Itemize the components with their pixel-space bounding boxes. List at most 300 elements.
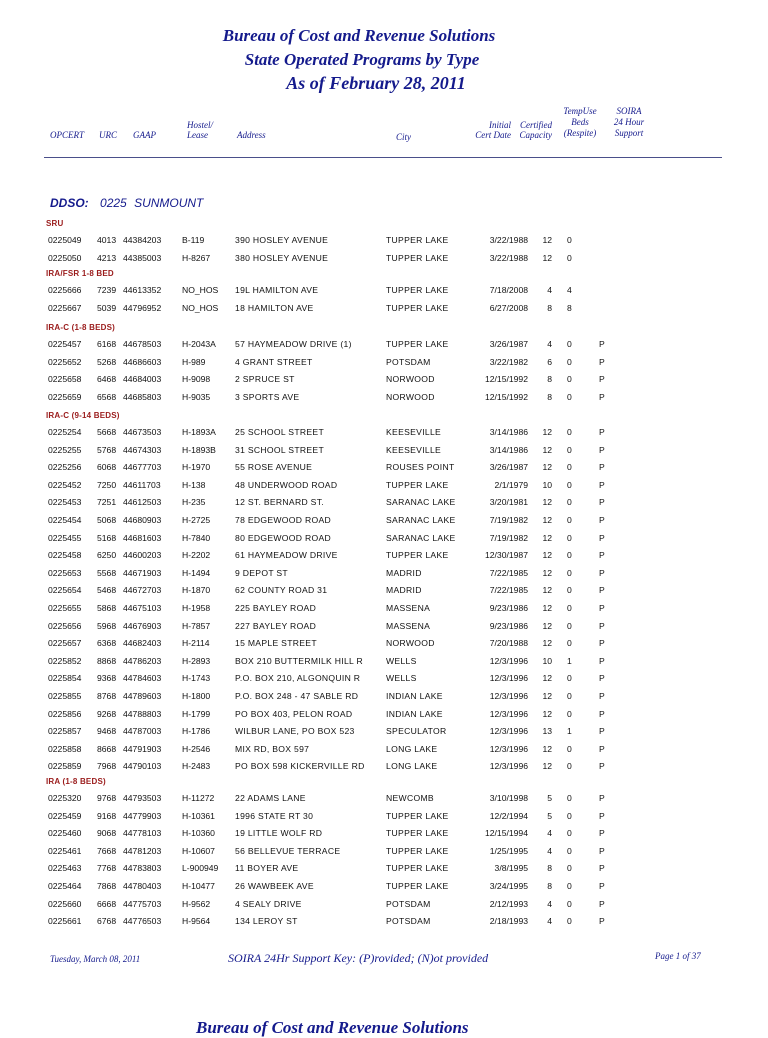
cell-address: PO BOX 403, PELON ROAD bbox=[235, 708, 353, 719]
cell-hostel-lease: H-9098 bbox=[182, 374, 211, 385]
header-support: Support bbox=[614, 128, 644, 138]
cell-address: 78 EDGEWOOD ROAD bbox=[235, 515, 332, 525]
cell-city: TUPPER LAKE bbox=[386, 235, 449, 245]
cell-tempuse-beds: 0 bbox=[567, 462, 572, 473]
cell-urc: 9168 bbox=[97, 810, 117, 821]
cell-certified-capacity: 5 bbox=[547, 793, 552, 803]
cell-soira-support: P bbox=[599, 374, 605, 385]
cell-initial-cert-date: 3/24/1995 bbox=[489, 881, 528, 891]
table-row bbox=[0, 863, 768, 880]
cell-tempuse-beds: 0 bbox=[567, 810, 572, 821]
cell-initial-cert-date: 2/18/1993 bbox=[489, 916, 528, 927]
cell-gaap: 44674303 bbox=[123, 444, 162, 455]
cell-hostel-lease: H-10477 bbox=[182, 881, 215, 891]
table-row bbox=[0, 427, 768, 444]
cell-urc: 5268 bbox=[97, 356, 117, 367]
cell-address: WILBUR LANE, PO BOX 523 bbox=[235, 726, 355, 737]
table-row bbox=[0, 462, 768, 479]
cell-soira-support: P bbox=[599, 497, 605, 508]
cell-hostel-lease: H-1893B bbox=[182, 444, 216, 455]
cell-tempuse-beds: 0 bbox=[567, 863, 572, 874]
cell-hostel-lease: H-1970 bbox=[182, 462, 211, 473]
cell-gaap: 44678503 bbox=[123, 339, 162, 349]
cell-urc: 4213 bbox=[97, 252, 117, 263]
cell-hostel-lease: H-10360 bbox=[182, 828, 215, 839]
cell-tempuse-beds: 0 bbox=[567, 743, 572, 754]
cell-initial-cert-date: 12/3/1996 bbox=[489, 673, 528, 684]
cell-urc: 7251 bbox=[97, 497, 117, 508]
table-row bbox=[0, 899, 768, 916]
table-row bbox=[0, 285, 768, 302]
cell-address: MIX RD, BOX 597 bbox=[235, 743, 310, 754]
table-row bbox=[0, 533, 768, 550]
cell-tempuse-beds: 0 bbox=[567, 638, 572, 649]
cell-city: INDIAN LAKE bbox=[386, 708, 443, 719]
table-row bbox=[0, 303, 768, 320]
cell-tempuse-beds: 0 bbox=[567, 828, 572, 839]
group-label: IRA-C (9-14 BEDS) bbox=[46, 411, 120, 420]
cell-tempuse-beds: 1 bbox=[567, 655, 572, 666]
cell-certified-capacity: 12 bbox=[542, 585, 552, 596]
cell-tempuse-beds: 0 bbox=[567, 673, 572, 684]
cell-city: LONG LAKE bbox=[386, 761, 438, 772]
cell-city: TUPPER LAKE bbox=[386, 285, 449, 295]
group-label: IRA (1-8 BEDS) bbox=[46, 777, 106, 786]
cell-address: 4 GRANT STREET bbox=[235, 356, 313, 367]
cell-urc: 5039 bbox=[97, 302, 117, 313]
cell-certified-capacity: 8 bbox=[547, 302, 552, 313]
group-label: IRA/FSR 1-8 BED bbox=[46, 269, 114, 278]
cell-initial-cert-date: 7/19/1982 bbox=[489, 515, 528, 525]
cell-soira-support: P bbox=[599, 339, 605, 349]
table-row bbox=[0, 603, 768, 620]
cell-address: 19L HAMILTON AVE bbox=[235, 285, 319, 295]
table-row bbox=[0, 726, 768, 743]
cell-gaap: 44676903 bbox=[123, 620, 162, 631]
header-hostel: Hostel/ bbox=[187, 120, 213, 130]
table-row bbox=[0, 357, 768, 374]
cell-urc: 9368 bbox=[97, 673, 117, 684]
cell-address: 2 SPRUCE ST bbox=[235, 374, 295, 385]
table-row bbox=[0, 445, 768, 462]
cell-soira-support: P bbox=[599, 898, 605, 909]
cell-urc: 5868 bbox=[97, 603, 117, 613]
cell-urc: 5668 bbox=[97, 427, 117, 437]
cell-tempuse-beds: 0 bbox=[567, 585, 572, 596]
cell-hostel-lease: H-2483 bbox=[182, 761, 211, 772]
cell-gaap: 44384203 bbox=[123, 235, 162, 245]
cell-soira-support: P bbox=[599, 391, 605, 402]
cell-city: ROUSES POINT bbox=[386, 462, 455, 473]
cell-city: TUPPER LAKE bbox=[386, 810, 449, 821]
cell-urc: 7250 bbox=[97, 479, 117, 490]
cell-certified-capacity: 12 bbox=[542, 638, 552, 649]
header-rule bbox=[44, 157, 722, 158]
cell-initial-cert-date: 3/8/1995 bbox=[494, 863, 528, 874]
cell-opcert: 0225855 bbox=[48, 691, 82, 701]
cell-soira-support: P bbox=[599, 515, 605, 525]
cell-certified-capacity: 12 bbox=[542, 673, 552, 684]
cell-initial-cert-date: 3/10/1998 bbox=[489, 793, 528, 803]
table-row bbox=[0, 480, 768, 497]
cell-gaap: 44385003 bbox=[123, 252, 162, 263]
cell-urc: 9068 bbox=[97, 828, 117, 839]
cell-address: 12 ST. BERNARD ST. bbox=[235, 497, 324, 508]
cell-address: 55 ROSE AVENUE bbox=[235, 462, 313, 473]
cell-tempuse-beds: 0 bbox=[567, 761, 572, 772]
cell-certified-capacity: 12 bbox=[542, 603, 552, 613]
header-lease: Lease bbox=[187, 130, 208, 140]
table-row bbox=[0, 656, 768, 673]
cell-gaap: 44784603 bbox=[123, 673, 162, 684]
table-row bbox=[0, 550, 768, 567]
cell-initial-cert-date: 12/30/1987 bbox=[484, 550, 528, 561]
cell-opcert: 0225458 bbox=[48, 550, 82, 561]
cell-gaap: 44685803 bbox=[123, 391, 162, 402]
cell-tempuse-beds: 0 bbox=[567, 708, 572, 719]
cell-address: 25 SCHOOL STREET bbox=[235, 427, 325, 437]
cell-opcert: 0225453 bbox=[48, 497, 82, 508]
cell-city: WELLS bbox=[386, 673, 417, 684]
cell-address: 22 ADAMS LANE bbox=[235, 793, 306, 803]
cell-certified-capacity: 4 bbox=[547, 828, 552, 839]
cell-certified-capacity: 10 bbox=[542, 479, 552, 490]
cell-urc: 5168 bbox=[97, 532, 117, 543]
cell-gaap: 44672703 bbox=[123, 585, 162, 596]
cell-address: 26 WAWBEEK AVE bbox=[235, 881, 314, 891]
cell-soira-support: P bbox=[599, 708, 605, 719]
cell-initial-cert-date: 3/20/1981 bbox=[489, 497, 528, 508]
cell-opcert: 0225854 bbox=[48, 673, 82, 684]
cell-hostel-lease: H-1893A bbox=[182, 427, 216, 437]
cell-certified-capacity: 12 bbox=[542, 620, 552, 631]
header-tempuse: TempUse bbox=[563, 106, 597, 116]
cell-urc: 7768 bbox=[97, 863, 117, 874]
cell-certified-capacity: 12 bbox=[542, 427, 552, 437]
header-urc: URC bbox=[99, 130, 117, 140]
header-respite: (Respite) bbox=[563, 128, 597, 138]
cell-soira-support: P bbox=[599, 532, 605, 543]
cell-initial-cert-date: 12/3/1996 bbox=[489, 726, 528, 737]
cell-address: 18 HAMILTON AVE bbox=[235, 302, 314, 313]
header-opcert: OPCERT bbox=[50, 130, 85, 140]
cell-city: KEESEVILLE bbox=[386, 427, 442, 437]
cell-city: TUPPER LAKE bbox=[386, 881, 449, 891]
cell-initial-cert-date: 3/22/1988 bbox=[489, 235, 528, 245]
cell-hostel-lease: H-9564 bbox=[182, 916, 211, 927]
cell-gaap: 44786203 bbox=[123, 655, 162, 666]
cell-address: 61 HAYMEADOW DRIVE bbox=[235, 550, 338, 561]
table-row bbox=[0, 392, 768, 409]
table-row bbox=[0, 585, 768, 602]
cell-initial-cert-date: 1/25/1995 bbox=[489, 845, 528, 856]
cell-gaap: 44790103 bbox=[123, 761, 162, 772]
cell-hostel-lease: H-989 bbox=[182, 356, 206, 367]
cell-hostel-lease: H-9035 bbox=[182, 391, 211, 402]
cell-opcert: 0225660 bbox=[48, 898, 82, 909]
cell-opcert: 0225659 bbox=[48, 391, 82, 402]
cell-urc: 7868 bbox=[97, 881, 117, 891]
cell-opcert: 0225655 bbox=[48, 603, 82, 613]
cell-hostel-lease: H-2202 bbox=[182, 550, 211, 561]
cell-address: 31 SCHOOL STREET bbox=[235, 444, 325, 455]
cell-city: MADRID bbox=[386, 585, 422, 596]
cell-tempuse-beds: 0 bbox=[567, 845, 572, 856]
cell-tempuse-beds: 0 bbox=[567, 444, 572, 455]
table-row bbox=[0, 846, 768, 863]
cell-gaap: 44686603 bbox=[123, 356, 162, 367]
cell-urc: 8668 bbox=[97, 743, 117, 754]
cell-gaap: 44796952 bbox=[123, 302, 162, 313]
cell-city: TUPPER LAKE bbox=[386, 302, 449, 313]
cell-hostel-lease: H-2546 bbox=[182, 743, 211, 754]
cell-opcert: 0225461 bbox=[48, 845, 82, 856]
cell-address: 11 BOYER AVE bbox=[235, 863, 299, 874]
table-row bbox=[0, 744, 768, 761]
ddso-code: 0225 bbox=[100, 196, 127, 210]
cell-soira-support: P bbox=[599, 828, 605, 839]
header-capacity: Capacity bbox=[519, 130, 552, 140]
cell-soira-support: P bbox=[599, 793, 605, 803]
cell-city: MASSENA bbox=[386, 603, 431, 613]
cell-certified-capacity: 12 bbox=[542, 532, 552, 543]
cell-opcert: 0225656 bbox=[48, 620, 82, 631]
cell-tempuse-beds: 0 bbox=[567, 356, 572, 367]
header-certified: Certified bbox=[520, 120, 552, 130]
cell-city: POTSDAM bbox=[386, 356, 431, 367]
cell-gaap: 44775703 bbox=[123, 898, 162, 909]
cell-city: SPECULATOR bbox=[386, 726, 447, 737]
cell-opcert: 0225856 bbox=[48, 708, 82, 719]
cell-address: 56 BELLEVUE TERRACE bbox=[235, 845, 341, 856]
cell-address: 227 BAYLEY ROAD bbox=[235, 620, 317, 631]
table-row bbox=[0, 235, 768, 252]
table-row bbox=[0, 568, 768, 585]
header-initial: Initial bbox=[489, 120, 511, 130]
cell-city: TUPPER LAKE bbox=[386, 479, 449, 490]
cell-address: 380 HOSLEY AVENUE bbox=[235, 252, 329, 263]
cell-opcert: 0225653 bbox=[48, 567, 82, 578]
table-row bbox=[0, 374, 768, 391]
cell-address: BOX 210 BUTTERMILK HILL R bbox=[235, 655, 364, 666]
table-row bbox=[0, 253, 768, 270]
cell-opcert: 0225457 bbox=[48, 339, 82, 349]
cell-urc: 6468 bbox=[97, 374, 117, 385]
cell-address: PO BOX 598 KICKERVILLE RD bbox=[235, 761, 365, 772]
cell-hostel-lease: H-8267 bbox=[182, 252, 211, 263]
cell-gaap: 44682403 bbox=[123, 638, 162, 649]
cell-hostel-lease: H-1743 bbox=[182, 673, 211, 684]
cell-tempuse-beds: 0 bbox=[567, 620, 572, 631]
cell-urc: 7239 bbox=[97, 285, 117, 295]
cell-opcert: 0225454 bbox=[48, 515, 82, 525]
cell-tempuse-beds: 0 bbox=[567, 515, 572, 525]
cell-certified-capacity: 4 bbox=[547, 285, 552, 295]
cell-tempuse-beds: 8 bbox=[567, 302, 572, 313]
cell-initial-cert-date: 12/3/1996 bbox=[489, 761, 528, 772]
cell-city: TUPPER LAKE bbox=[386, 828, 449, 839]
cell-certified-capacity: 4 bbox=[547, 898, 552, 909]
cell-initial-cert-date: 12/15/1992 bbox=[484, 391, 528, 402]
cell-initial-cert-date: 3/14/1986 bbox=[489, 444, 528, 455]
cell-hostel-lease: H-1958 bbox=[182, 603, 211, 613]
cell-gaap: 44600203 bbox=[123, 550, 162, 561]
cell-certified-capacity: 12 bbox=[542, 708, 552, 719]
cell-gaap: 44612503 bbox=[123, 497, 162, 508]
cell-hostel-lease: H-2725 bbox=[182, 515, 211, 525]
table-row bbox=[0, 515, 768, 532]
cell-opcert: 0225050 bbox=[48, 252, 82, 263]
cell-address: 3 SPORTS AVE bbox=[235, 391, 300, 402]
cell-certified-capacity: 12 bbox=[542, 743, 552, 754]
cell-tempuse-beds: 0 bbox=[567, 898, 572, 909]
cell-city: TUPPER LAKE bbox=[386, 339, 449, 349]
cell-hostel-lease: H-11272 bbox=[182, 793, 215, 803]
report-as-of-date: As of February 28, 2011 bbox=[286, 73, 466, 93]
cell-soira-support: P bbox=[599, 743, 605, 754]
cell-hostel-lease: H-10607 bbox=[182, 845, 215, 856]
cell-certified-capacity: 4 bbox=[547, 845, 552, 856]
table-row bbox=[0, 638, 768, 655]
cell-initial-cert-date: 3/22/1988 bbox=[489, 252, 528, 263]
cell-certified-capacity: 12 bbox=[542, 515, 552, 525]
cell-city: TUPPER LAKE bbox=[386, 863, 449, 874]
cell-soira-support: P bbox=[599, 479, 605, 490]
cell-initial-cert-date: 12/15/1994 bbox=[484, 828, 528, 839]
cell-urc: 9268 bbox=[97, 708, 117, 719]
cell-tempuse-beds: 0 bbox=[567, 235, 572, 245]
cell-address: 225 BAYLEY ROAD bbox=[235, 603, 317, 613]
cell-opcert: 0225254 bbox=[48, 427, 82, 437]
cell-city: NEWCOMB bbox=[386, 793, 434, 803]
cell-hostel-lease: H-1494 bbox=[182, 567, 211, 578]
cell-certified-capacity: 12 bbox=[542, 235, 552, 245]
cell-city: NORWOOD bbox=[386, 374, 435, 385]
table-row bbox=[0, 881, 768, 898]
report-subtitle: State Operated Programs by Type bbox=[244, 50, 480, 69]
cell-hostel-lease: B-119 bbox=[182, 235, 205, 245]
cell-hostel-lease: H-2114 bbox=[182, 638, 210, 649]
cell-city: POTSDAM bbox=[386, 898, 431, 909]
cell-address: 9 DEPOT ST bbox=[235, 567, 288, 578]
cell-opcert: 0225667 bbox=[48, 302, 82, 313]
cell-hostel-lease: H-138 bbox=[182, 479, 206, 490]
cell-opcert: 0225460 bbox=[48, 828, 82, 839]
cell-gaap: 44788803 bbox=[123, 708, 162, 719]
cell-tempuse-beds: 0 bbox=[567, 374, 572, 385]
cell-urc: 8868 bbox=[97, 655, 117, 666]
cell-city: TUPPER LAKE bbox=[386, 845, 449, 856]
cell-opcert: 0225320 bbox=[48, 793, 82, 803]
cell-address: 390 HOSLEY AVENUE bbox=[235, 235, 329, 245]
cell-address: P.O. BOX 210, ALGONQUIN R bbox=[235, 673, 361, 684]
cell-opcert: 0225463 bbox=[48, 863, 82, 874]
cell-tempuse-beds: 0 bbox=[567, 881, 572, 891]
next-page-title: Bureau of Cost and Revenue Solutions bbox=[196, 1018, 469, 1037]
cell-urc: 6168 bbox=[97, 339, 117, 349]
cell-address: 15 MAPLE STREET bbox=[235, 638, 317, 649]
cell-gaap: 44613352 bbox=[123, 285, 162, 295]
table-row bbox=[0, 916, 768, 933]
cell-initial-cert-date: 9/23/1986 bbox=[489, 603, 528, 613]
cell-gaap: 44787003 bbox=[123, 726, 162, 737]
cell-address: 19 LITTLE WOLF RD bbox=[235, 828, 323, 839]
cell-urc: 9468 bbox=[97, 726, 117, 737]
cell-urc: 6368 bbox=[97, 638, 117, 649]
cell-hostel-lease: NO_HOS bbox=[182, 302, 219, 313]
cell-city: KEESEVILLE bbox=[386, 444, 442, 455]
footer-support-key: SOIRA 24Hr Support Key: (P)rovided; (N)ot provided bbox=[228, 951, 489, 965]
cell-urc: 6668 bbox=[97, 898, 117, 909]
cell-soira-support: P bbox=[599, 356, 605, 367]
cell-city: TUPPER LAKE bbox=[386, 252, 449, 263]
cell-urc: 9768 bbox=[97, 793, 117, 803]
cell-soira-support: P bbox=[599, 655, 605, 666]
group-label: IRA-C (1-8 BEDS) bbox=[46, 323, 115, 332]
cell-soira-support: P bbox=[599, 550, 605, 561]
cell-urc: 5768 bbox=[97, 444, 117, 455]
cell-initial-cert-date: 2/12/1993 bbox=[489, 898, 528, 909]
cell-initial-cert-date: 12/3/1996 bbox=[489, 708, 528, 719]
cell-soira-support: P bbox=[599, 863, 605, 874]
cell-hostel-lease: H-235 bbox=[182, 497, 206, 508]
ddso-name: SUNMOUNT bbox=[134, 196, 204, 210]
header-address: Address bbox=[237, 130, 266, 140]
cell-soira-support: P bbox=[599, 444, 605, 455]
cell-certified-capacity: 12 bbox=[542, 462, 552, 473]
cell-certified-capacity: 12 bbox=[542, 761, 552, 772]
cell-urc: 5968 bbox=[97, 620, 117, 631]
cell-tempuse-beds: 0 bbox=[567, 793, 572, 803]
cell-opcert: 0225857 bbox=[48, 726, 82, 737]
cell-soira-support: P bbox=[599, 761, 605, 772]
cell-urc: 5068 bbox=[97, 515, 117, 525]
ddso-heading bbox=[50, 196, 203, 210]
table-row bbox=[0, 828, 768, 845]
cell-initial-cert-date: 7/22/1985 bbox=[489, 567, 528, 578]
cell-soira-support: P bbox=[599, 916, 605, 927]
cell-tempuse-beds: 0 bbox=[567, 567, 572, 578]
cell-address: P.O. BOX 248 - 47 SABLE RD bbox=[235, 691, 359, 701]
cell-initial-cert-date: 7/22/1985 bbox=[489, 585, 528, 596]
cell-city: SARANAC LAKE bbox=[386, 515, 456, 525]
cell-urc: 6250 bbox=[97, 550, 117, 561]
cell-tempuse-beds: 0 bbox=[567, 339, 572, 349]
cell-gaap: 44671903 bbox=[123, 567, 162, 578]
cell-city: WELLS bbox=[386, 655, 417, 666]
cell-city: INDIAN LAKE bbox=[386, 691, 443, 701]
header-cert-date: Cert Date bbox=[475, 130, 511, 140]
cell-opcert: 0225666 bbox=[48, 285, 82, 295]
header-soira: SOIRA bbox=[616, 106, 642, 116]
cell-urc: 6068 bbox=[97, 462, 117, 473]
cell-address: 134 LEROY ST bbox=[235, 916, 298, 927]
cell-gaap: 44681603 bbox=[123, 532, 162, 543]
cell-initial-cert-date: 7/18/2008 bbox=[489, 285, 528, 295]
cell-opcert: 0225859 bbox=[48, 761, 82, 772]
cell-tempuse-beds: 0 bbox=[567, 391, 572, 402]
cell-city: POTSDAM bbox=[386, 916, 431, 927]
cell-hostel-lease: H-9562 bbox=[182, 898, 211, 909]
cell-opcert: 0225255 bbox=[48, 444, 82, 455]
cell-address: 1996 STATE RT 30 bbox=[235, 810, 314, 821]
cell-certified-capacity: 4 bbox=[547, 916, 552, 927]
cell-address: 4 SEALY DRIVE bbox=[235, 898, 302, 909]
cell-hostel-lease: H-2893 bbox=[182, 655, 211, 666]
cell-urc: 6768 bbox=[97, 916, 117, 927]
cell-tempuse-beds: 0 bbox=[567, 691, 572, 701]
header-city: City bbox=[396, 132, 411, 142]
